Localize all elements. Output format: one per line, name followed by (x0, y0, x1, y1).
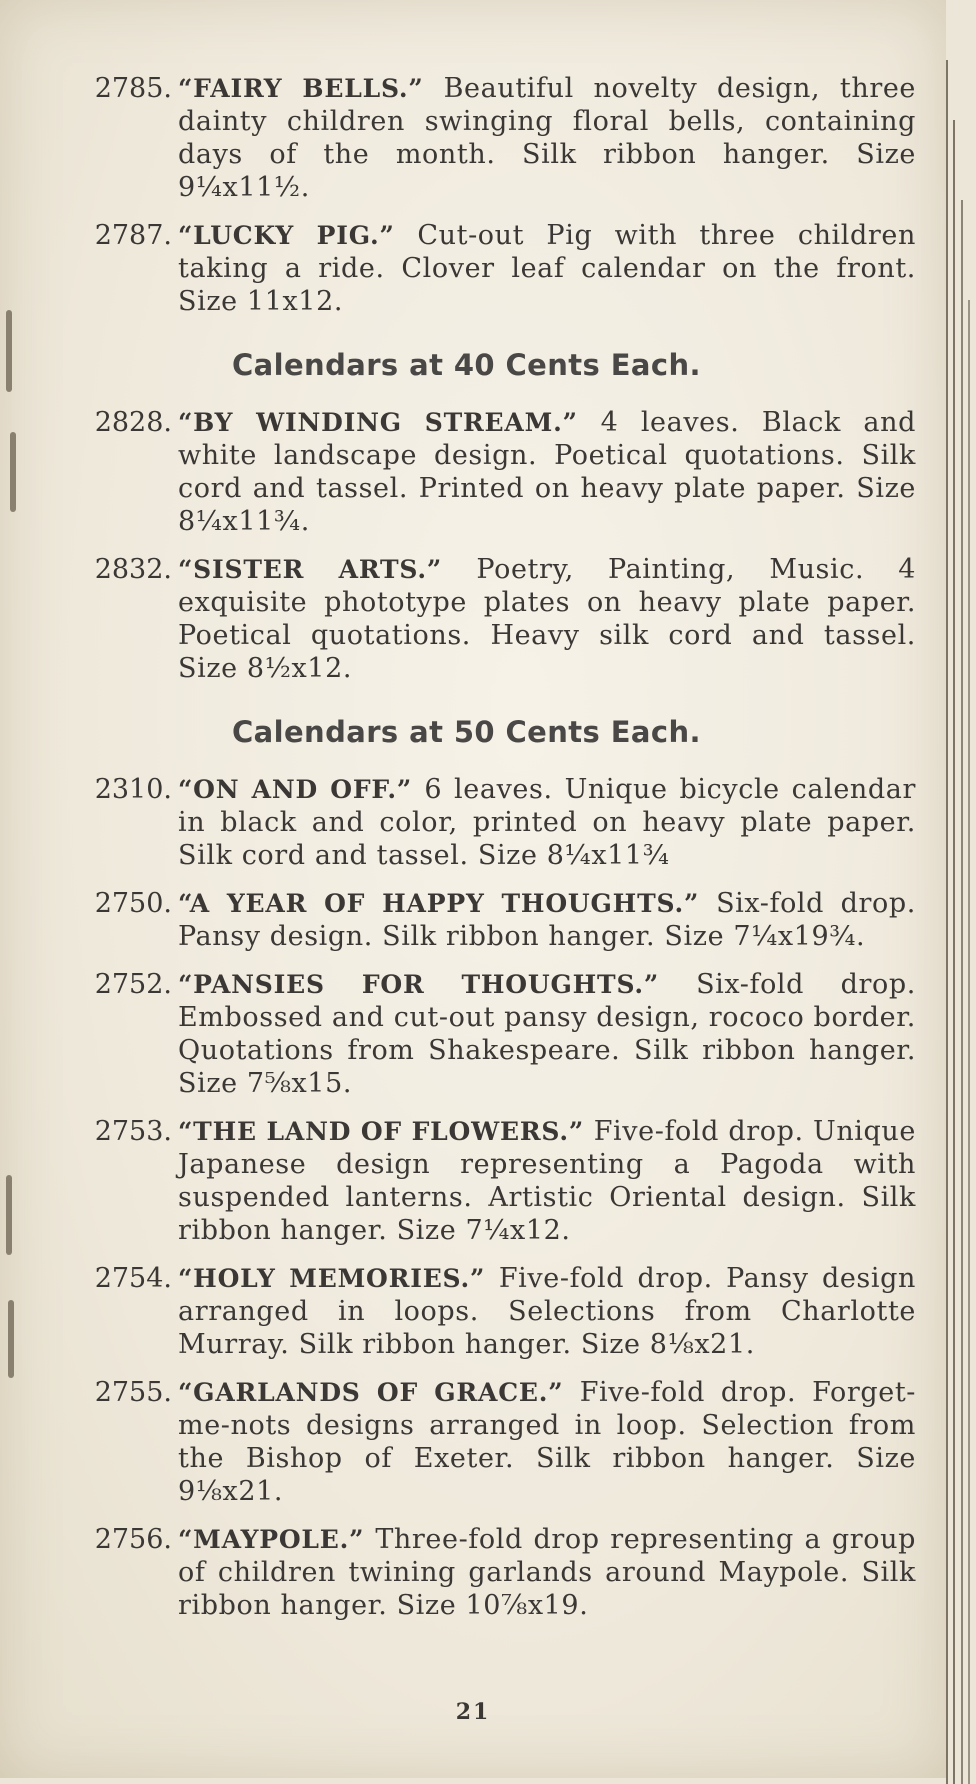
item-number: 2750. (94, 888, 172, 919)
item-title: “SISTER ARTS.” (178, 555, 477, 584)
page-number: 21 (455, 1699, 491, 1725)
item-description: Poetry, Painting, Music. 4 exquisite phototype plates on heavy plate paper. Poetical quotations. Heavy silk cord and tassel. Size 8½x12. (178, 554, 917, 684)
catalog-content (0, 72, 946, 1637)
item-description: 4 leaves. Black and white landscape design. Poetical quotations. Silk cord and tassel. Printed on heavy plate paper. Size 8¼x11¾. (178, 407, 916, 537)
catalog-entry (0, 968, 946, 1100)
item-number: 2756. (94, 1524, 172, 1555)
page-edge (953, 120, 955, 1784)
item-description: Three-fold drop representing a group of children twining garlands around Maypole. Silk ribbon hanger. Size 10⅞x19. (178, 1524, 916, 1621)
section-heading: Calendars at 40 Cents Each. (232, 348, 701, 382)
item-description: Six-fold drop. Pansy design. Silk ribbon hanger. Size 7¼x19¾. (178, 888, 916, 952)
item-title: “HOLY MEMORIES.” (178, 1264, 499, 1293)
section-heading: Calendars at 50 Cents Each. (232, 715, 701, 749)
page-edge (946, 60, 948, 1784)
item-number: 2753. (94, 1116, 172, 1147)
catalog-entry (0, 1262, 946, 1361)
item-number: 2828. (94, 407, 172, 438)
item-number: 2752. (94, 969, 172, 1000)
item-description: Five-fold drop. Unique Japanese design representing a Pagoda with suspended lanterns. Artistic Oriental design. Silk ribbon hanger. Size 7¼x12. (178, 1116, 916, 1246)
item-title: “GARLANDS OF GRACE.” (178, 1378, 580, 1407)
item-description: 6 leaves. Unique bicycle calendar in black and color, printed on heavy plate paper. Silk cord and tassel. Size 8¼x11¾ (178, 774, 916, 871)
catalog-entry (0, 1115, 946, 1247)
item-title: “ON AND OFF.” (178, 775, 425, 804)
catalog-entry (0, 1376, 946, 1508)
item-title: “PANSIES FOR THOUGHTS.” (178, 970, 697, 999)
catalog-group (0, 348, 946, 685)
catalog-entry (0, 406, 946, 538)
catalog-entry (0, 1523, 946, 1622)
catalog-group (0, 715, 946, 1622)
item-title: “FAIRY BELLS.” (178, 74, 444, 103)
catalog-entry (0, 553, 946, 685)
item-title: “THE LAND OF FLOWERS.” (178, 1117, 594, 1146)
catalog-group (0, 72, 946, 318)
item-number: 2785. (94, 73, 172, 104)
catalog-entry (0, 219, 946, 318)
item-number: 2754. (94, 1263, 172, 1294)
item-title: “BY WINDING STREAM.” (178, 408, 601, 437)
catalog-entry (0, 72, 946, 204)
item-title: “LUCKY PIG.” (178, 221, 418, 250)
item-description: Cut-out Pig with three children taking a ride. Clover leaf calendar on the front. Size 11x12. (178, 220, 916, 317)
item-description: Beautiful novelty design, three dainty children swinging floral bells, containing days of the month. Silk ribbon hanger. Size 9¼x11½. (178, 73, 916, 203)
item-number: 2755. (94, 1377, 172, 1408)
page-edge (961, 200, 963, 1784)
item-title: “A YEAR OF HAPPY THOUGHTS.” (178, 889, 717, 918)
item-description: Six-fold drop. Embossed and cut-out pansy design, rococo border. Quotations from Shakespeare. Silk ribbon hanger. Size 7⅝x15. (178, 969, 916, 1099)
item-number: 2787. (94, 220, 172, 251)
item-description: Five-fold drop. Pansy design arranged in loops. Selections from Charlotte Murray. Silk ribbon hanger. Size 8⅛x21. (178, 1263, 916, 1360)
catalog-entry (0, 773, 946, 872)
item-description: Five-fold drop. Forget-me-nots designs arranged in loop. Selection from the Bishop of Exeter. Silk ribbon hanger. Size 9⅛x21. (178, 1377, 916, 1507)
page-edge (968, 300, 970, 1784)
item-title: “MAYPOLE.” (178, 1525, 376, 1554)
item-number: 2310. (94, 774, 172, 805)
item-number: 2832. (94, 554, 172, 585)
catalog-entry (0, 887, 946, 953)
